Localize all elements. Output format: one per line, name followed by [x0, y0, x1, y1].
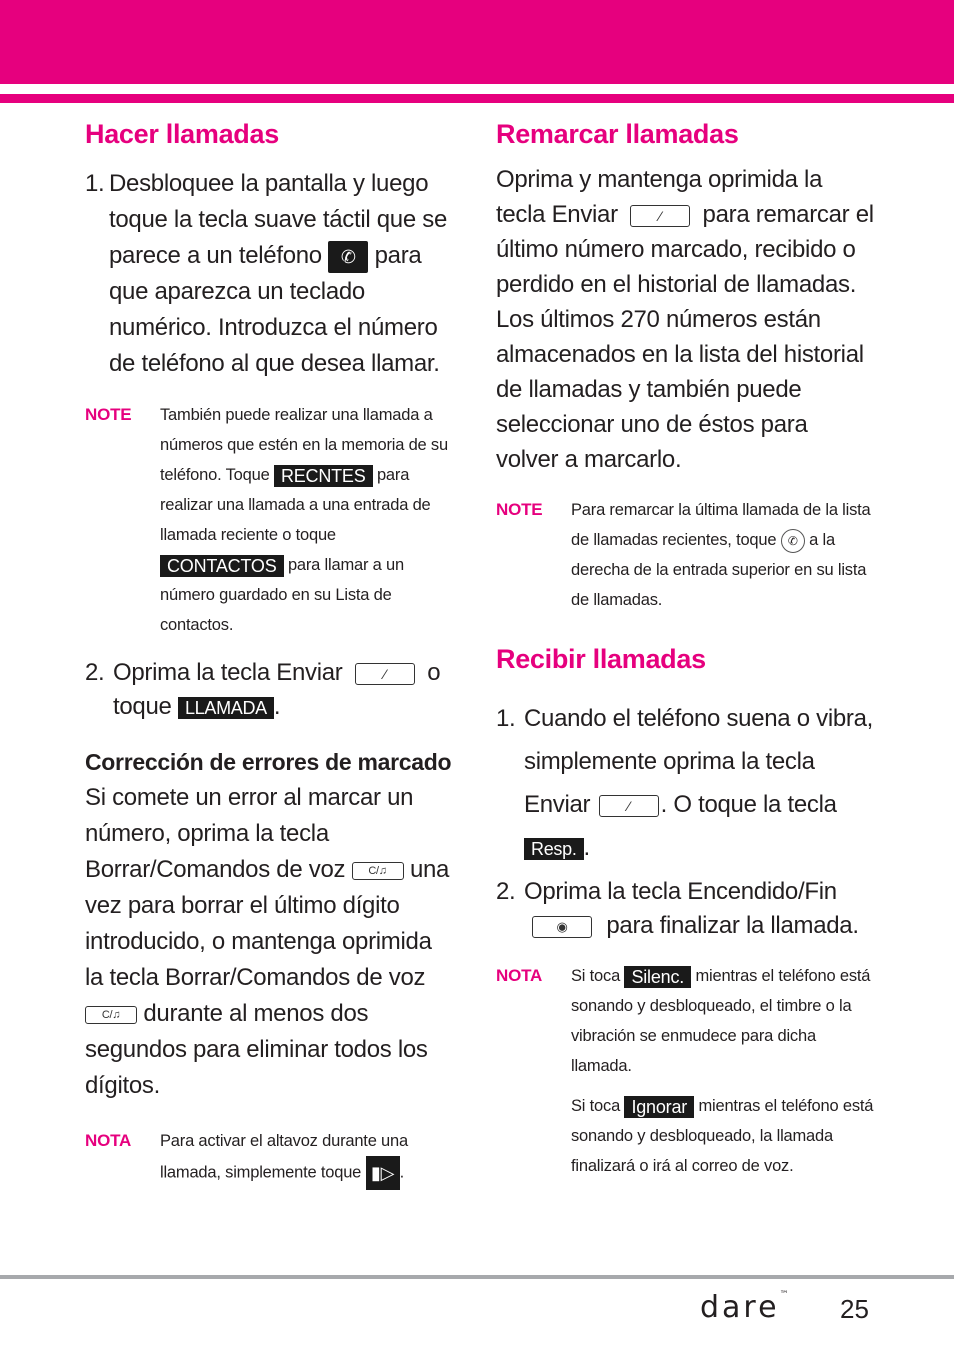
step-text: Desbloquee la pantalla y luego toque la tecla suave táctil que se parece a un teléfono: [109, 170, 448, 269]
contactos-softkey: CONTACTOS: [160, 555, 284, 577]
step-text: Oprima la tecla Encendido/Fin: [524, 878, 837, 905]
note-tag: NOTE: [85, 405, 132, 424]
page-number: 25: [840, 1294, 869, 1324]
step-text: .: [583, 834, 590, 861]
step-text: Cuando el teléfono suena o vibra, simplemente oprima la tecla Enviar: [524, 705, 874, 818]
subsection-title: Corrección de errores de marcado: [85, 749, 452, 775]
step-2: [496, 875, 876, 943]
silenc-softkey: Silenc.: [624, 966, 691, 988]
note-tag: NOTA: [496, 966, 543, 985]
speaker-icon: ▮▷: [366, 1156, 400, 1190]
send-key-icon: ⁄: [355, 663, 415, 685]
clear-voice-key-icon: C/♫: [352, 862, 404, 880]
phone-key-icon: ✆: [328, 241, 368, 273]
left-column: [85, 112, 455, 1190]
note-block: [496, 961, 876, 1081]
note-text: mientras el teléfono está sonando y desbloqueado, la llamada finalizará o irá al correo de voz.: [571, 1097, 874, 1175]
header-bar: [0, 0, 954, 84]
note-text: para llamar a un número guardado en su Lista de contactos.: [160, 556, 404, 634]
note-text: Para activar el altavoz durante una llamada, simplemente toque: [160, 1132, 408, 1182]
step-text: Oprima la tecla Enviar: [113, 659, 343, 686]
note-text: Para remarcar la última llamada de la lista de llamadas recientes, toque: [571, 501, 871, 549]
step-number: 1.: [496, 705, 516, 732]
note-block: [85, 400, 455, 640]
note-tag: NOTE: [496, 500, 543, 519]
note-block: [496, 495, 876, 615]
body-text: para remarcar el último número marcado, recibido o perdido en el historial de llamadas. Los últimos 270 números están almacenados en la lista del historial de llamadas y también puede seleccionar uno de éstos para volver a marcarlo.: [496, 201, 874, 473]
step-2: [85, 656, 455, 724]
note-text: Si toca: [571, 967, 621, 985]
step-text: o toque: [113, 659, 441, 720]
recntes-softkey: RECNTES: [274, 465, 373, 487]
step-1: [85, 166, 455, 382]
header-rule: [0, 94, 954, 103]
note-text: para realizar una llamada a una entrada de llamada reciente o toque: [160, 466, 431, 544]
brand-logo: dare™: [700, 1290, 789, 1325]
step-1: [496, 697, 876, 869]
section-body: [496, 162, 876, 477]
body-text: durante al menos dos segundos para eliminar todos los dígitos.: [85, 1000, 428, 1099]
send-key-icon: ⁄: [630, 205, 690, 227]
note-text: También puede realizar una llamada a números que estén en la memoria de su teléfono. Toque: [160, 406, 448, 484]
step-number: 1.: [85, 170, 105, 197]
redial-icon: ✆: [781, 529, 805, 553]
body-text: una vez para borrar el último dígito introducido, o mantenga oprimida la tecla Borrar/Comandos de voz: [85, 856, 450, 991]
right-column: [496, 112, 876, 1181]
note-text: mientras el teléfono está sonando y desbloqueado, el timbre o la vibración se enmudece para dicha llamada.: [571, 967, 871, 1075]
section-title-remarcar-llamadas: Remarcar llamadas: [496, 119, 739, 149]
step-text: . O toque la tecla: [660, 791, 837, 818]
note-block: [496, 1091, 876, 1181]
section-title-hacer-llamadas: Hacer llamadas: [85, 119, 279, 149]
ignorar-softkey: Ignorar: [624, 1096, 694, 1118]
step-text: .: [273, 693, 281, 720]
llamada-softkey: LLAMADA: [178, 697, 274, 719]
note-tag: NOTA: [85, 1131, 132, 1150]
footer-rule: [0, 1275, 954, 1279]
section-title-recibir-llamadas: Recibir llamadas: [496, 644, 706, 674]
subsection-body: [85, 780, 455, 1104]
note-block: [85, 1126, 455, 1190]
end-key-icon: ◉: [532, 916, 592, 938]
note-text: Si toca: [571, 1097, 621, 1115]
body-text: Si comete un error al marcar un número, oprima la tecla Borrar/Comandos de voz: [85, 784, 414, 883]
step-number: 2.: [496, 878, 516, 905]
send-key-icon: ⁄: [599, 795, 659, 817]
clear-voice-key-icon: C/♫: [85, 1006, 137, 1024]
note-text: .: [399, 1163, 404, 1182]
step-text: para que aparezca un teclado numérico. Introduzca el número de teléfono al que desea llamar.: [109, 242, 440, 377]
step-number: 2.: [85, 659, 105, 686]
note-text: a la derecha de la entrada superior en su lista de llamadas.: [571, 531, 867, 609]
resp-softkey: Resp.: [524, 838, 584, 860]
step-text: para finalizar la llamada.: [606, 912, 859, 939]
body-text: Oprima y mantenga oprimida la tecla Enviar: [496, 166, 823, 228]
